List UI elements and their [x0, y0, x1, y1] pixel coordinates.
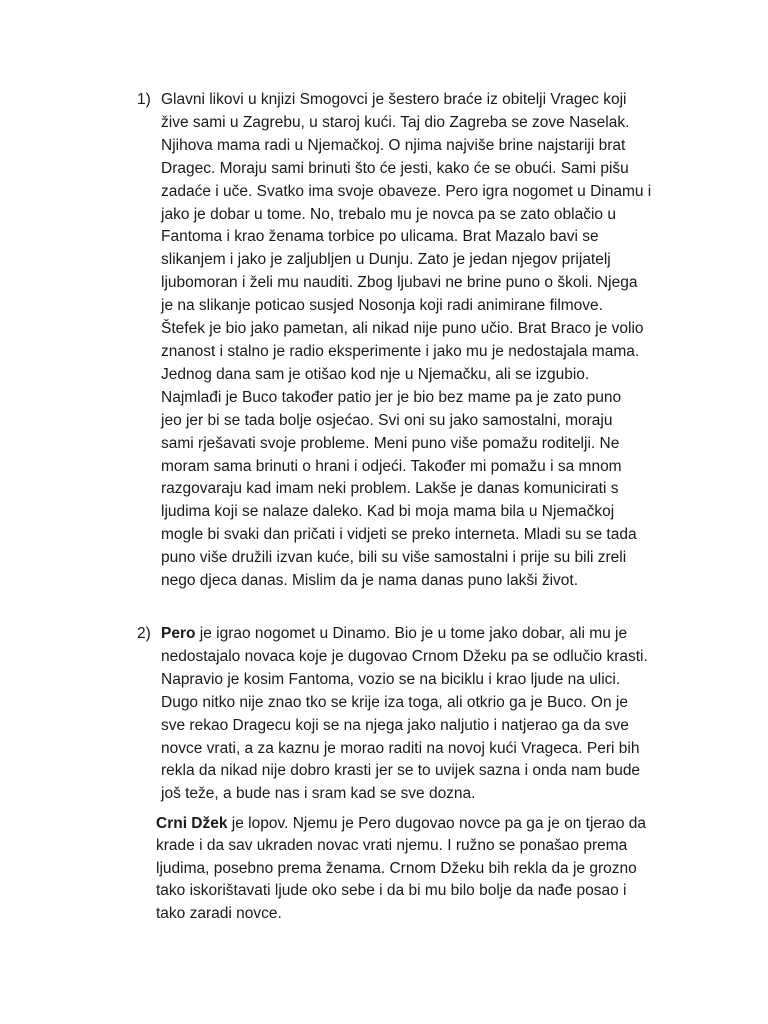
text-line: Najmlađi je Buco također patio jer je bio bez mame pa je zato puno	[161, 388, 622, 406]
text-line: ljubomoran i želi mu nauditi. Zbog ljubavi ne brine puno o školi. Njega	[161, 274, 638, 292]
text-line: Glavni likovi u knjizi Smogovci je šestero braće iz obitelji Vragec koji	[161, 91, 627, 108]
list-item-1	[137, 89, 697, 593]
item-number: 1)	[137, 91, 151, 108]
text-line: znanost i stalno je radio eksperimente i jako mu je nedostajala mama.	[161, 342, 640, 360]
text-fragment: je lopov. Njemu je Pero dugovao novce pa ga je on tjerao da	[227, 815, 646, 832]
text-line: Fantoma i krao ženama torbice po ulicama. Brat Mazalo bavi se	[161, 228, 599, 246]
text-line: nedostajalo novaca koje je dugovao Crnom Džeku pa se odlučio krasti.	[161, 647, 648, 665]
item-number: 2)	[137, 625, 151, 642]
text-line: sve rekao Dragecu koji se na njega jako naljutio i natjerao ga da sve	[161, 716, 629, 734]
text-line: Njihova mama radi u Njemačkoj. O njima najviše brine najstariji brat	[161, 136, 626, 154]
text-line: žive sami u Zagrebu, u staroj kući. Taj dio Zagreba se zove Naselak.	[161, 113, 630, 131]
text-line: razgovaraju kad imam neki problem. Lakše je danas komunicirati s	[161, 480, 619, 498]
text-line: ljudima koji se nalaze daleko. Kad bi moja mama bila u Njemačkoj	[161, 503, 615, 521]
character-name-pero: Pero	[161, 625, 196, 642]
text-line: Štefek je bio jako pametan, ali nikad nije puno učio. Brat Braco je volio	[161, 320, 644, 338]
item-1-body	[161, 89, 697, 593]
text-line: ljudima, posebno prema ženama. Crnom Džeku bih rekla da je grozno	[156, 859, 637, 877]
text-line: mogle bi svaki dan pričati i vidjeti se preko interneta. Mladi su se tada	[161, 526, 637, 544]
text-line: zadaće i uče. Svatko ima svoje obaveze. Pero igra nogomet u Dinamu i	[161, 182, 652, 200]
list-item-2	[137, 623, 697, 806]
text-line: tako zaradi novce.	[156, 904, 282, 922]
text-line: nego djeca danas. Mislim da je nama danas puno lakši život.	[161, 572, 579, 590]
text-line	[161, 623, 697, 646]
text-line: Dugo nitko nije znao tko se krije iza toga, ali otkrio ga je Buco. On je	[161, 693, 628, 711]
text-line: puno više družili izvan kuće, bili su više samostalni i prije su bili zreli	[161, 549, 627, 567]
text-line: je na slikanje poticao susjed Nosonja koji radi animirane filmove.	[161, 297, 603, 315]
text-line: jeo jer bi se tada bolje osjećao. Svi oni su jako samostalni, moraju	[161, 411, 613, 429]
text-line: rekla da nikad nije dobro krasti jer se to uvijek sazna i onda nam bude	[161, 762, 641, 780]
text-line: novce vrati, a za kaznu je morao raditi na novoj kući Vrageca. Peri bih	[161, 739, 640, 757]
character-name-crni-dzek: Crni Džek	[156, 815, 228, 832]
text-line: sami rješavati svoje probleme. Meni puno više pomažu roditelji. Ne	[161, 434, 620, 452]
text-line: Jednog dana sam je otišao kod nje u Njemačku, ali se izgubio.	[161, 365, 590, 383]
item-2-body	[161, 623, 697, 806]
text-line: Dragec. Moraju sami brinuti što će jesti, kako će se obući. Sami pišu	[161, 159, 629, 177]
text-line: tako iskorištavati ljude oko sebe i da bi mu bilo bolje da nađe posao i	[156, 882, 627, 900]
paragraph-crni-dzek	[156, 813, 716, 925]
text-line: krade i da sav ukraden novac vrati njemu. I ružno se ponašao prema	[156, 837, 628, 855]
text-line	[156, 813, 716, 835]
text-line: slikanjem i jako je zaljubljen u Dunju. Zato je jedan njegov prijatelj	[161, 251, 611, 269]
text-fragment: je igrao nogomet u Dinamo. Bio je u tome jako dobar, ali mu je	[195, 625, 628, 642]
text-line: jako je dobar u tome. No, trebalo mu je novca pa se zato oblačio u	[161, 205, 616, 223]
text-line: Napravio je kosim Fantoma, vozio se na biciklu i krao ljude na ulici.	[161, 670, 621, 688]
text-line: moram sama brinuti o hrani i odjeći. Također mi pomažu i sa mnom	[161, 457, 622, 475]
text-line: još teže, a bude nas i sram kad se sve dozna.	[161, 785, 476, 803]
